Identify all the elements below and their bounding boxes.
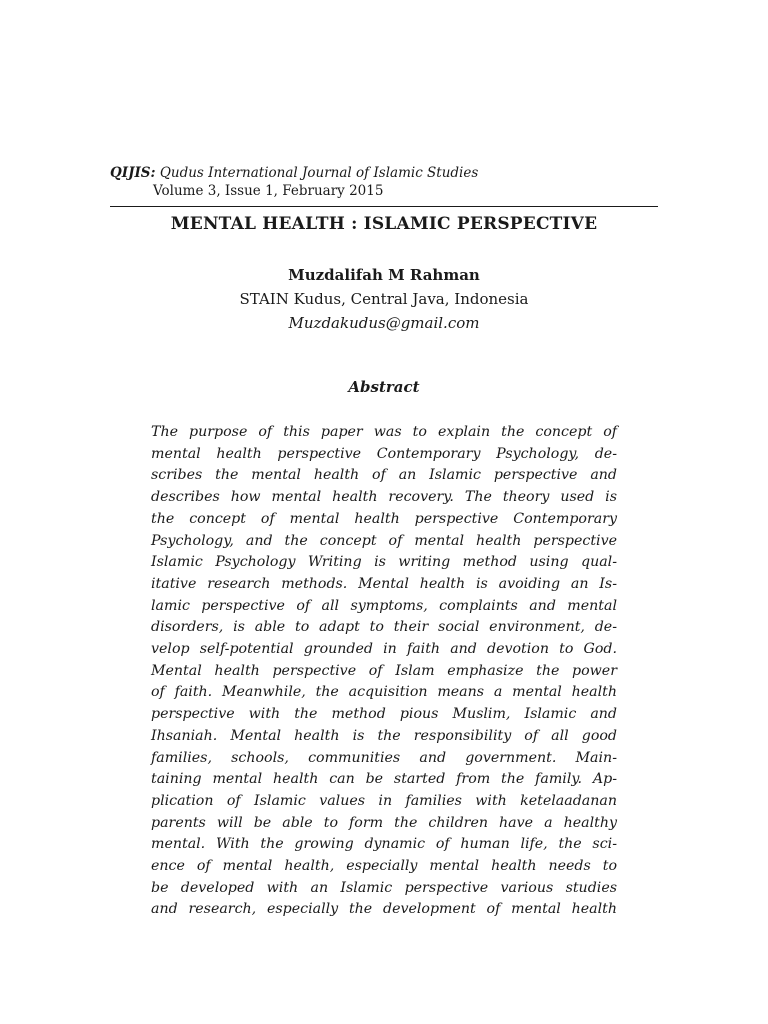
- abstract-body: [151, 422, 617, 921]
- abstract-line: be developed with an Islamic perspective various studies: [151, 879, 617, 896]
- abstract-line: Islamic Psychology Writing is writing method using qual-: [151, 554, 617, 571]
- author-affiliation: STAIN Kudus, Central Java, Indonesia: [239, 290, 529, 308]
- abstract-line: disorders, is able to adapt to their social environment, de-: [151, 619, 617, 636]
- abstract-line: itative research methods. Mental health is avoiding an Is-: [151, 575, 617, 592]
- journal-name: Qudus International Journal of Islamic Studies: [159, 165, 479, 181]
- author-name: Muzdalifah M Rahman: [288, 266, 480, 284]
- author-block: [110, 263, 658, 335]
- journal-issue: Volume 3, Issue 1, February 2015: [153, 183, 384, 199]
- journal-name-line: [110, 164, 658, 182]
- abstract-line: Mental health perspective of Islam emphasize the power: [151, 662, 617, 679]
- author-email: Muzdakudus@gmail.com: [288, 314, 480, 332]
- abstract-line: lamic perspective of all symptoms, complaints and mental: [151, 597, 617, 614]
- abstract-line: taining mental health can be started from the family. Ap-: [151, 771, 617, 788]
- abstract-heading: Abstract: [348, 378, 420, 396]
- abstract-line: describes how mental health recovery. The theory used is: [151, 489, 617, 506]
- abstract-line: perspective with the method pious Muslim, Islamic and: [151, 706, 617, 723]
- journal-abbreviation: QIJIS:: [110, 165, 156, 181]
- abstract-line: the concept of mental health perspective Contemporary: [151, 510, 617, 527]
- abstract-line: mental. With the growing dynamic of human life, the sci-: [151, 836, 617, 853]
- abstract-line: The purpose of this paper was to explain the concept of: [151, 424, 617, 440]
- abstract-line: Psychology, and the concept of mental health perspective: [151, 532, 617, 549]
- header-divider: [110, 206, 658, 207]
- abstract-line: plication of Islamic values in families with ketelaadanan: [151, 792, 617, 809]
- abstract-line: mental health perspective Contemporary Psychology, de-: [151, 445, 617, 462]
- journal-header: [110, 164, 658, 200]
- abstract-line: scribes the mental health of an Islamic perspective and: [151, 467, 617, 484]
- abstract-line: Ihsaniah. Mental health is the responsibility of all good: [151, 727, 617, 744]
- abstract-line: ence of mental health, especially mental health needs to: [151, 858, 617, 875]
- abstract-line: families, schools, communities and government. Main-: [151, 749, 617, 766]
- abstract-line: parents will be able to form the children have a healthy: [151, 814, 617, 831]
- abstract-line: velop self-potential grounded in faith and devotion to God.: [151, 641, 617, 658]
- abstract-line: of faith. Meanwhile, the acquisition means a mental health: [151, 684, 617, 701]
- paper-title: MENTAL HEALTH : ISLAMIC PERSPECTIVE: [170, 214, 598, 234]
- abstract-line: and research, especially the development of mental health: [151, 901, 617, 918]
